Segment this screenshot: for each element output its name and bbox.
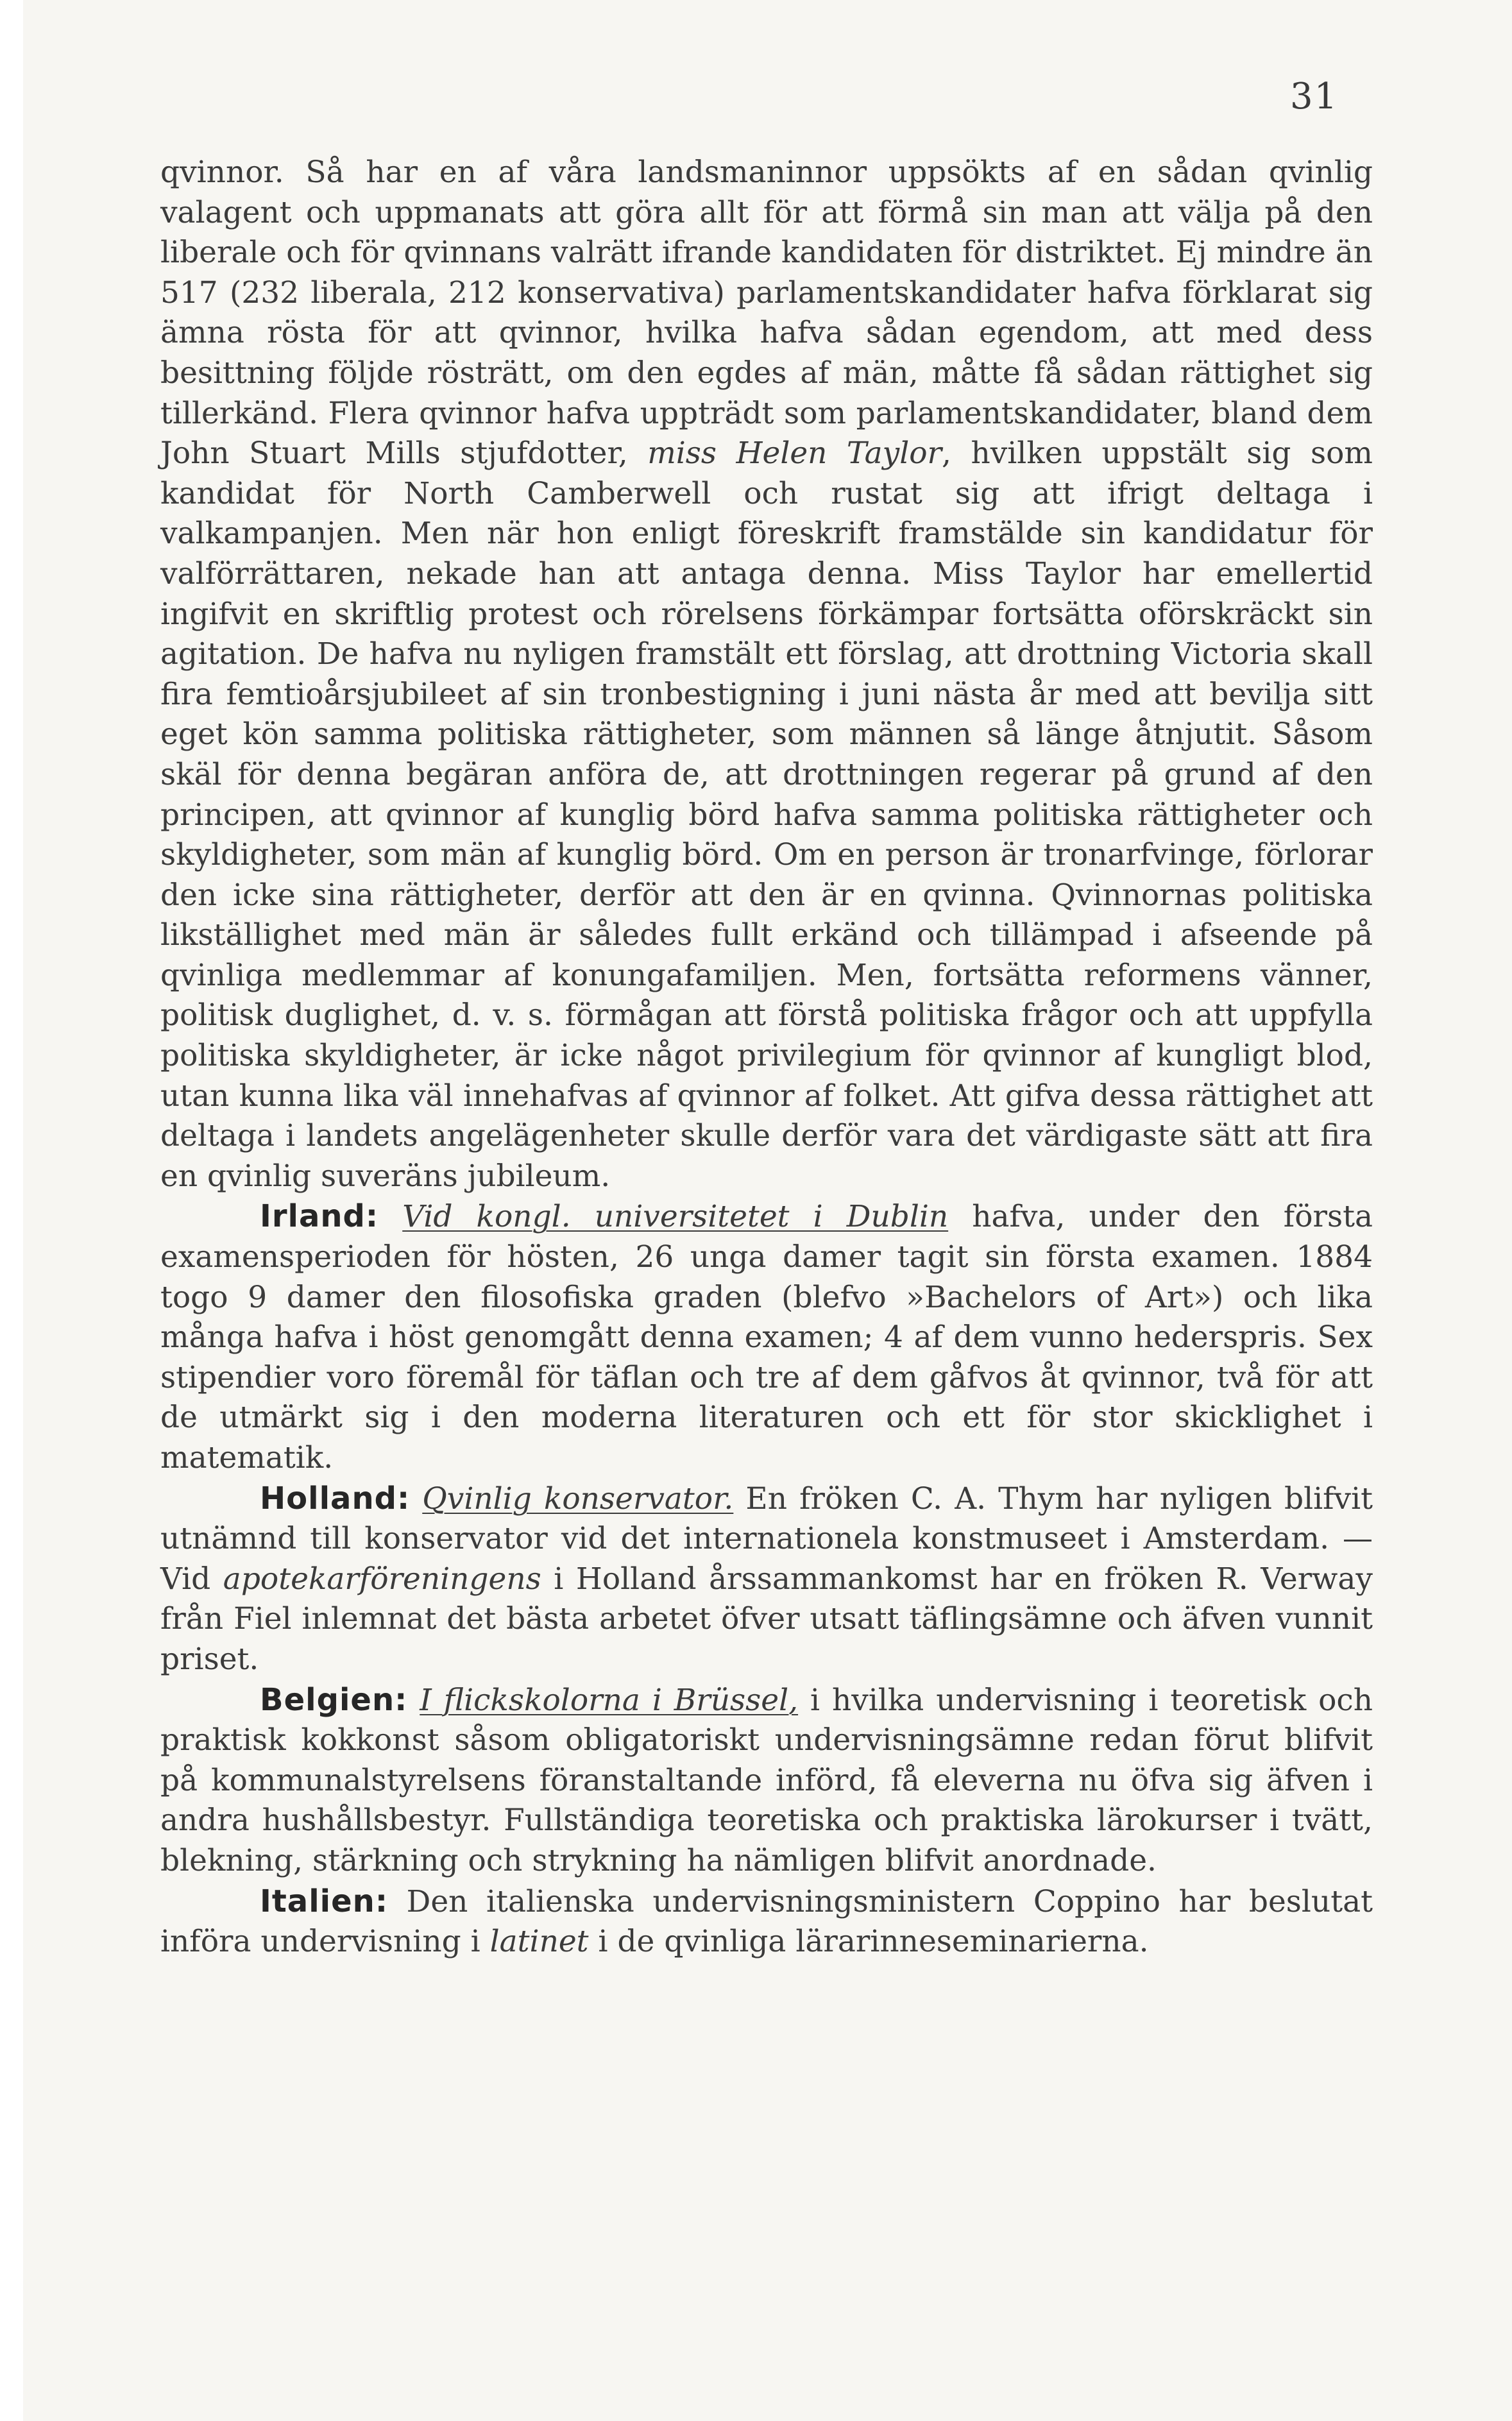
emphasis-apotekare: apotekarföreningens bbox=[223, 1561, 541, 1597]
page-text bbox=[160, 153, 1373, 1962]
emphasis-dublin: Vid kongl. universitetet i Dublin bbox=[402, 1199, 949, 1235]
paragraph-holland bbox=[160, 1479, 1373, 1680]
page-number: 31 bbox=[1290, 76, 1339, 117]
paragraph-irland bbox=[160, 1196, 1373, 1478]
country-heading-holland: Holland: bbox=[260, 1480, 411, 1516]
paragraph-england-continuation bbox=[160, 153, 1373, 1196]
paragraph-belgien bbox=[160, 1680, 1373, 1882]
text-run: , hvilken uppstält sig som kandidat för North Camberwell och rustat sig att ifrigt deltaga i valkampanjen. Men när hon enligt föreskrift framstälde sin kandidatur för valförrättaren, nekade han att antaga denna. Miss Taylor har emellertid ingifvit en skriftlig protest och rörelsens förkämpar fortsätta oförskräckt sin agitation. De hafva nu nyligen framstält ett förslag, att drottning Victoria skall fira femtioårsjubileet af sin tronbestigning i juni nästa år med att bevilja sitt eget kön samma politiska rättigheter, som männen så länge åtnjutit. Såsom skäl för denna begäran anföra de, att drottningen regerar på grund af den principen, att qvinnor af kunglig börd hafva samma politiska rättigheter och skyldigheter, som män af kunglig börd. Om en person är tronarfvinge, förlorar den icke sina rättigheter, derför att den är en qvinna. Qvinnornas politiska likställighet med män är således fullt erkänd och tillämpad i afseende på qvinliga medlemmar af konungafamiljen. Men, fortsätta reformens vänner, politisk duglighet, d. v. s. förmågan att förstå politiska frågor och att uppfylla politiska skyldigheter, är icke något privilegium för qvinnor af kungligt blod, utan kunna lika väl innehafvas af qvinnor af folket. Att gifva dessa rättighet att deltaga i landets angelägenheter skulle derför vara det värdigaste sätt att fira en qvinlig suveräns jubileum. bbox=[160, 436, 1373, 1194]
emphasis-name: miss Helen Taylor bbox=[647, 436, 942, 471]
country-heading-irland: Irland: bbox=[260, 1198, 379, 1235]
text-run: En fröken C. A. Thym har nyligen blifvit utnämnd till konservator vid det internationela konstmuseet i Amsterdam. — Vid bbox=[160, 1481, 1373, 1597]
emphasis-latinet: latinet bbox=[489, 1924, 589, 1960]
book-page bbox=[23, 0, 1512, 2421]
text-run: i hvilka undervisning i teoretisk och praktisk kokkonst såsom obligatoriskt undervisningsämne redan förut blifvit på kommunalstyrelsens föranstaltande införd, få eleverna nu öfva sig äfven i andra hushållsbestyr. Fullständiga teoretiska och praktiska lärokurser i tvätt, blekning, stärkning och strykning ha nämligen blifvit anordnade. bbox=[160, 1682, 1373, 1878]
country-heading-belgien: Belgien: bbox=[260, 1681, 408, 1718]
country-heading-italien: Italien: bbox=[260, 1883, 389, 1919]
emphasis-konservator: Qvinlig konservator. bbox=[422, 1481, 734, 1516]
paragraph-italien bbox=[160, 1882, 1373, 1962]
text-run: Den italienska undervisningsministern Coppino har beslutat införa undervisning i bbox=[160, 1883, 1373, 1960]
text-run: i de qvinliga lärarinneseminarierna. bbox=[588, 1924, 1149, 1960]
text-run: hafva, under den första examensperioden för hösten, 26 unga damer tagit sin första examen. 1884 togo 9 damer den filosofiska graden (blefvo »Bachelors of Art») och lika många hafva i höst genomgått denna examen; 4 af dem vunno hederspris. Sex stipendier voro föremål för täflan och tre af dem gåfvos åt qvinnor, två för att de utmärkt sig i den moderna literaturen och ett för stor skicklighet i matematik. bbox=[160, 1199, 1373, 1475]
text-run: qvinnor. Så har en af våra landsmaninnor uppsökts af en sådan qvinlig valagent och uppmanats att göra allt för att förmå sin man att välja på den liberale och för qvinnans valrätt ifrande kandidaten för distriktet. Ej mindre än 517 (232 liberala, 212 konservativa) parlamentskandidater hafva förklarat sig ämna rösta för att qvinnor, hvilka hafva sådan egendom, att med dess besittning följde rösträtt, om den egdes af män, måtte få sådan rättighet sig tillerkänd. Flera qvinnor hafva uppträdt som parlamentskandidater, bland dem John Stuart Mills stjufdotter, bbox=[160, 155, 1373, 471]
text-run: i Holland årssammankomst har en fröken R. Verway från Fiel inlemnat det bästa arbetet öfver utsatt täflingsämne och äfven vunnit priset. bbox=[160, 1561, 1373, 1677]
emphasis-flickskolorna: I flickskolorna i Brüssel, bbox=[420, 1682, 799, 1718]
